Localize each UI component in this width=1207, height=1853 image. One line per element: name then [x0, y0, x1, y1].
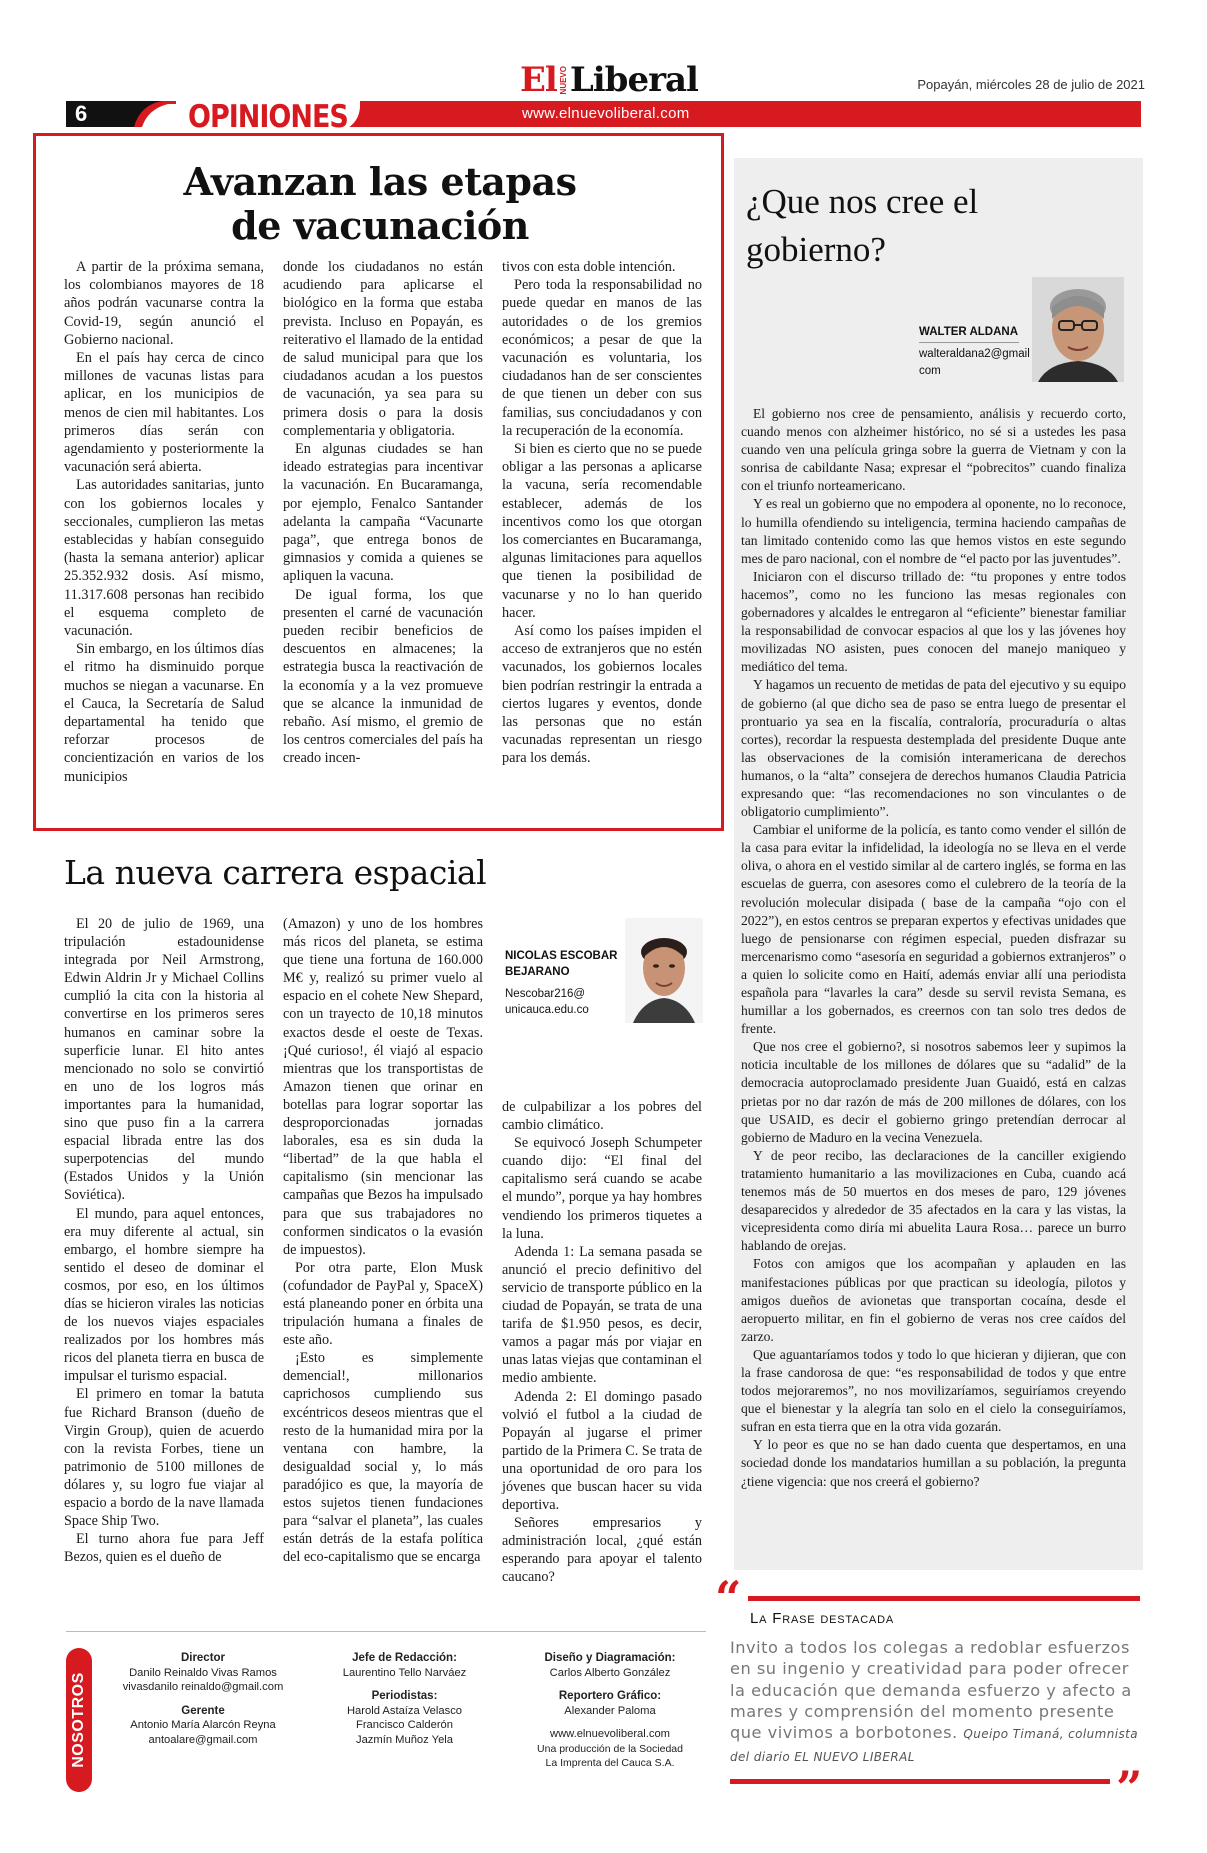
quote-attribution: Queipo Timaná, columnista del diario EL NUEVO LIBERAL — [730, 1727, 1138, 1765]
paragraph: (Amazon) y uno de los hombres más ricos del planeta, se estima que tiene una fortuna de 160.000 M€ y, realizó su primer vuelo al espacio en el cohete New Shepard, con un trayecto de 10,18 minutos exactos desde el oeste de Texas. ¡Qué curioso!, él viajó al espacio mientras que los transportistas de Amazon tienen que orinar en botellas para lograr soportar las desproporcionadas jornadas laborales, esa es sin duda la “libertad” de la que habla el capitalismo (sin mencionar las campañas que Bezos ha impulsado para que sus trabajadores no conformen sindicatos o la evasión de impuestos). — [283, 916, 483, 1258]
staff-column-2 — [322, 1651, 487, 1747]
staff-website[interactable]: www.elnuevoliberal.com — [549, 1728, 670, 1740]
author-name-line-2: BEJARANO — [505, 966, 570, 978]
periodistas-label: Periodistas: — [371, 1690, 438, 1702]
paragraph: Así como los países impiden el acceso de extranjeros que no estén vacunados, los gobiernos locales bien podrían restringir la entrada a ciertos lugares y eventos, donde las personas que no están vacunadas representan un riesgo para los demás. — [502, 623, 702, 767]
editorial-column-3 — [502, 258, 702, 768]
paragraph: En el país hay cerca de cinco millones de vacunas listas para aplicar, en los municipios de menos de cien mil habitantes. Los primeros días serán con agendamiento y posteriormente la vacunación será abierta. — [64, 350, 264, 476]
diseno-label: Diseño y Diagramación: — [544, 1652, 676, 1664]
author-name-line-1: NICOLAS ESCOBAR — [505, 950, 618, 962]
paragraph: tivos con esta doble intención. — [502, 259, 676, 275]
paragraph: Y lo peor es que no se han dado cuenta que despertamos, en una sociedad donde los mandatarios humillan a su población, la pregunta ¿tiene vigencia: que nos creerá el gobierno? — [741, 1437, 1126, 1489]
director-name: Danilo Reinaldo Vivas Ramos — [129, 1666, 277, 1679]
jefe-name: Laurentino Tello Narváez — [342, 1666, 467, 1679]
paragraph: Las autoridades sanitarias, junto con los gobiernos locales y seccionales, cumplieron las metas establecidas y habían conseguido (hasta la semana anterior) aplicar 25.352.932 dosis. Así mismo, 11.317.608 personas han recibido el esquema completo de vacunación. — [64, 477, 264, 640]
staff-column-3 — [520, 1651, 700, 1771]
director-label: Director — [180, 1652, 226, 1664]
quote-label: La Frase destacada — [750, 1610, 894, 1627]
opinion-author-name: WALTER ALDANA — [919, 326, 1019, 338]
paragraph: Señores empresarios y administración local, ¿qué están esperando para apoyar el talento caucano? — [502, 1515, 702, 1586]
produccion-line-1: Una producción de la Sociedad — [537, 1742, 683, 1755]
paragraph: En algunas ciudades se han ideado estrategias para incentivar la vacunación. En Bucaramanga, por ejemplo, Fenalco Santander adelanta la campaña “Vacunarte paga”, que entrega bonos de gimnasios y comida a quienes se apliquen la vacuna. — [283, 441, 483, 585]
space-author-box — [505, 948, 617, 1018]
opinion-title: ¿Que nos cree el gobierno? — [746, 182, 979, 269]
author-photo-escobar — [625, 918, 703, 1023]
paragraph: Fotos con amigos que los acompañan y aplauden en las manifestaciones públicas por que practican su ideología, pilotos y amigos dueños de avionetas que transportan cocaína, desde el aeropuerto militar, en fin el gobierno de veras nos cree caídos del zarzo. — [741, 1256, 1126, 1344]
jefe-label: Jefe de Redacción: — [352, 1652, 457, 1664]
paragraph: El primero en tomar la batuta fue Richard Branson (dueño de Virgin Group), quien de acuerdo con la revista Forbes, tiene un patrimonio de 5100 millones de dólares y, su logro fue viajar al espacio a bordo de la nave llamada Space Ship Two. — [64, 1386, 264, 1530]
space-column-1 — [64, 915, 264, 1566]
staff-column-1 — [108, 1651, 298, 1747]
paragraph: Pero toda la responsabilidad no puede quedar en manos de las autoridades o de los gremios económicos; a pesar de que la vacunación es voluntaria, los ciudadanos han de ser conscientes de que tienen un deber con sus familias, sus conciudadanos y con la recuperación de la economía. — [502, 277, 702, 439]
paragraph: Cambiar el uniforme de la policía, es tanto como vender el sillón de la casa para evitar la infidelidad, la ideología no se lleva en el verde oliva, o ahora en el vestido similar al de cartero inglés, se forma en las escuelas de guerra, con asesores como el culebrero de la teoría de la revolución molecular disipada ( base de la campaña “ojo con el 2022”), en estos centros se preparan expertos y efectivas unidades que luego de pensionarse con régimen especial, pueden disfrazar su mercenarismo como “asesoría en seguridad a gobiernos extranjeros” o a quien lo solicite como en Haití, además enviar allí una periodista española para “lavarles la cara” desde su servil revista Semana, es humillar a los gobernados, es creernos con tan solo tres dedos de frente. — [741, 822, 1126, 1037]
author-email-line-1[interactable]: walteraldana2@gmail — [919, 348, 1030, 360]
gerente-name: Antonio María Alarcón Reyna — [130, 1719, 276, 1731]
diseno-name: Carlos Alberto González — [549, 1666, 671, 1679]
gerente-label: Gerente — [181, 1704, 225, 1717]
paragraph: Y de peor recibo, las declaraciones de la canciller exigiendo tratamiento humanitario a las movilizaciones en Cuba, cuando acá tenemos más de 50 muertos en dos meses de paro, 129 jóvenes desaparecidos y alrededor de 35 afectados en la cara y las vistas, la vicepresidenta como diría mi abuelita Laura Rosa… parece un burro hablando de orejas. — [741, 1147, 1126, 1254]
reportero-label: Reportero Gráfico: — [558, 1690, 662, 1702]
page-number: 6 — [66, 101, 128, 127]
logo-liberal: Liberal — [569, 60, 698, 100]
editorial-title — [40, 160, 720, 248]
gerente-email[interactable]: antoalare@gmail.com — [148, 1733, 258, 1746]
paragraph: de culpabilizar a los pobres del cambio climático. — [502, 1099, 702, 1134]
paragraph: Iniciaron con el discurso trillado de: “tu propones y entre todos hacemos”, como no les funciono las mesas regionales con gobernadores y alcaldes le entregaron al “eficiente” bienestar familiar la responsabilidad de convocar espacios al que los y las jóvenes hoy movilizadas NO asisten, pues conocen del manejo maniqueo y mediático del tema. — [741, 568, 1126, 675]
paragraph: A partir de la próxima semana, los colombianos mayores de 18 años podrán vacunarse contra la Covid-19, según anunció el Gobierno nacional. — [64, 259, 264, 348]
periodista-name: Jazmín Muñoz Yela — [355, 1733, 453, 1746]
author-email-line-2[interactable]: com — [919, 365, 941, 377]
space-column-2 — [283, 915, 483, 1566]
paragraph: El mundo, para aquel entonces, era muy diferente al actual, sin embargo, el hombre siempre ha sentido el deseo de dominar el cosmos, por eso, en los últimos días se hicieron virales las noticias de los nuevos viajes espaciales realizados por los hombres más ricos del planeta tierra en busca de impulsar el turismo espacial. — [64, 1205, 264, 1385]
logo-nuevo: NUEVO — [558, 65, 568, 94]
paragraph: ¡Esto es simplemente demencial!, millonarios caprichosos cumpliendo sus excéntricos deseos mientras que el resto de la humanidad mira por la ventana con hambre, la desigualdad social y, lo más paradójico es que, la mayoría de estos sujetos tienen fundaciones para “salvar el planeta”, las cuales están detrás de la estafa política del eco-capitalismo que se encarga — [283, 1350, 483, 1566]
paragraph: Por otra parte, Elon Musk (cofundador de PayPal y, SpaceX) está planeando poner en órbita una tripulación humana a finales de este año. — [283, 1259, 483, 1349]
space-column-3 — [502, 1098, 702, 1587]
space-article-title: La nueva carrera espacial — [64, 853, 487, 892]
quote-close-icon: ” — [1116, 1761, 1143, 1815]
paragraph: Y hagamos un recuento de metidas de pata del ejecutivo y su equipo de gobierno (al que dicho sea de paso se entra luego de presentar el prontuario ya sea en la fiscalía, contraloría, procuraduría o altas cortes), recordar la respuesta destemplada del presidente Duque ante las observaciones de la comisión interamericana de derechos humanos, o la “alta” consejera de derechos humanos Claudia Patricia expresando que: “las recomendaciones no son vinculantes o de obligatorio cumplimiento”. — [741, 677, 1126, 820]
logo-el: El — [520, 60, 557, 100]
paragraph: Se equivocó Joseph Schumpeter cuando dijo: “El final del capitalismo será cuando se acabe el mundo”, porque ya hay hombres vendiendo los primeros tiquetes a la luna. — [502, 1135, 702, 1242]
paragraph: donde los ciudadanos no están acudiendo para aplicarse el biológico en la forma que estaba prevista. Incluso en Popayán, es reiterativo el llamado de la entidad de salud municipal para que los ciudadanos acudan a los puestos de vacunación, ya sea para su primera dosis o para la dosis complementaria y obligatoria. — [283, 259, 483, 439]
section-title: OPINIONES — [188, 99, 348, 135]
reportero-name: Alexander Paloma — [564, 1704, 656, 1717]
periodista-name: Francisco Calderón — [355, 1719, 453, 1731]
editorial-title-line-2: de vacunación — [231, 203, 529, 248]
quote-open-icon: “ — [715, 1571, 742, 1625]
author-divider — [919, 342, 1019, 343]
paragraph: De igual forma, los que presenten el carné de vacunación pueden recibir beneficios de descuentos en almacenes; la estrategia busca la reactivación de la economía y a la vez promueve que se alcance la inmunidad de rebaño. Así mismo, el gremio de los centros comerciales del país ha creado incen- — [283, 586, 483, 767]
paragraph: Que aguantaríamos todos y todo lo que hicieran y dijieran, que con la frase candorosa de que: “es responsabilidad de todos y que entre todos mejoraremos”, no nos movilizaríamos, seguiríamos creyendo que el bienestar y la alegría tan solo en el cielo la conseguiríamos, sufran en esta tierra que en la otra vida gozarán. — [741, 1346, 1126, 1435]
author-email-line-1[interactable]: Nescobar216@ — [505, 988, 586, 1000]
paragraph: El gobierno nos cree de pensamiento, análisis y recuerdo corto, cuando menos con alzheimer histórico, no sé si a ustedes les pasa cuando ven una película gringa sobre la guerra de Vietnam y con la sonrisa de cabildante Nasa; expresar el “pobrecitos” cuando finaliza con el triunfo norteamericano. — [741, 406, 1126, 494]
paragraph: Adenda 2: El domingo pasado volvió el futbol a la ciudad de Popayán al jugarse el primer partido de la Primera C. Se trata de una oportunidad de oro para los jóvenes que buscan hacer su vida deportiva. — [502, 1388, 702, 1514]
paragraph: Si bien es cierto que no se puede obligar a las personas a aplicarse la vacuna, sería recomendable establecer, además de los incentivos como los que otorgan los comerciantes en Bucaramanga, algunas limitaciones para aquellos que tienen la posibilidad de vacunarse y no lo han querido hacer. — [502, 441, 702, 621]
quote-bottom-bar — [730, 1779, 1110, 1784]
produccion-line-2: La Imprenta del Cauca S.A. — [545, 1757, 675, 1769]
opinion-body — [741, 405, 1126, 1491]
opinion-author-email[interactable] — [919, 346, 1037, 380]
quote-text-block — [730, 1637, 1140, 1769]
author-email-line-2[interactable]: unicauca.edu.co — [505, 1004, 589, 1016]
paragraph: Sin embargo, en los últimos días el ritmo ha disminuido porque muchos se niegan a vacunarse. En el Cauca, la Secretaría de Salud departamental ha tenido que reforzar procesos de concientización en varios de los municipios — [64, 641, 264, 785]
author-photo-aldana — [1032, 277, 1124, 382]
editorial-title-line-1: Avanzan las etapas — [183, 159, 577, 204]
paragraph: El turno ahora fue para Jeff Bezos, quien es el dueño de — [64, 1531, 264, 1566]
editorial-column-1 — [64, 258, 264, 786]
quote-text: Invito a todos los colegas a redoblar esfuerzos en su ingenio y creatividad para poder ofrecer la educación que demanda esfuerzo y afecto a mares y comprensión del momento presente que vivimos a borbotones. — [730, 1638, 1132, 1743]
nosotros-label: NOSOTROS — [70, 1672, 87, 1768]
periodista-name: Harold Astaíza Velasco — [346, 1704, 463, 1717]
paragraph: El 20 de julio de 1969, una tripulación estadounidense integrada por Neil Armstrong, Edwin Aldrin Jr y Michael Collins cumplió la cita con la historia al convertirse en los primeros seres humanos en caminar sobre la superficie lunar. El hito antes mencionado no solo se convirtió en uno de los logros más importantes para la humanidad, sino que puso fin a la carrera espacial librada entre las dos superpotencias del mundo (Estados Unidos y la Unión Soviética). — [64, 916, 264, 1204]
paragraph: Adenda 1: La semana pasada se anunció el precio definitivo del servicio de transporte público en la ciudad de Popayán, se trata de una tarifa de $1.950 pesos, es decir, vamos a pagar más por viajar en unas latas viejas que contaminan el medio ambiente. — [502, 1243, 702, 1387]
website-url[interactable]: www.elnuevoliberal.com — [522, 105, 690, 122]
paragraph: Y es real un gobierno que no empodera al oponente, no lo reconoce, lo humilla ofendiendo su inteligencia, termina haciendo campañas de tan limitado contenido como las que hemos vistos en este segundo mes de paro nacional, con el nombre de “el pacto por las juventudes”. — [741, 496, 1126, 566]
editorial-column-2 — [283, 258, 483, 768]
quote-top-bar — [748, 1596, 1140, 1601]
dateline: Popayán, miércoles 28 de julio de 2021 — [917, 77, 1145, 92]
director-email[interactable]: vivasdanilo reinaldo@gmail.com — [122, 1681, 284, 1693]
newspaper-logo — [520, 60, 698, 98]
paragraph: Que nos cree el gobierno?, si nosotros sabemos leer y supimos la noticia incultable de los millones de dólares que su “adalid” de la democracia autoproclamado presidente Juan Guaidó, está en calzas prietas por no dar razón de más de 200 millones de dólares, con los que USAID, es decir el gobierno gringo pretendían derrocar al gobierno de Maduro en la vecina Venezuela. — [741, 1039, 1126, 1145]
staff-divider — [66, 1631, 706, 1632]
section-swoosh-icon — [128, 101, 176, 127]
